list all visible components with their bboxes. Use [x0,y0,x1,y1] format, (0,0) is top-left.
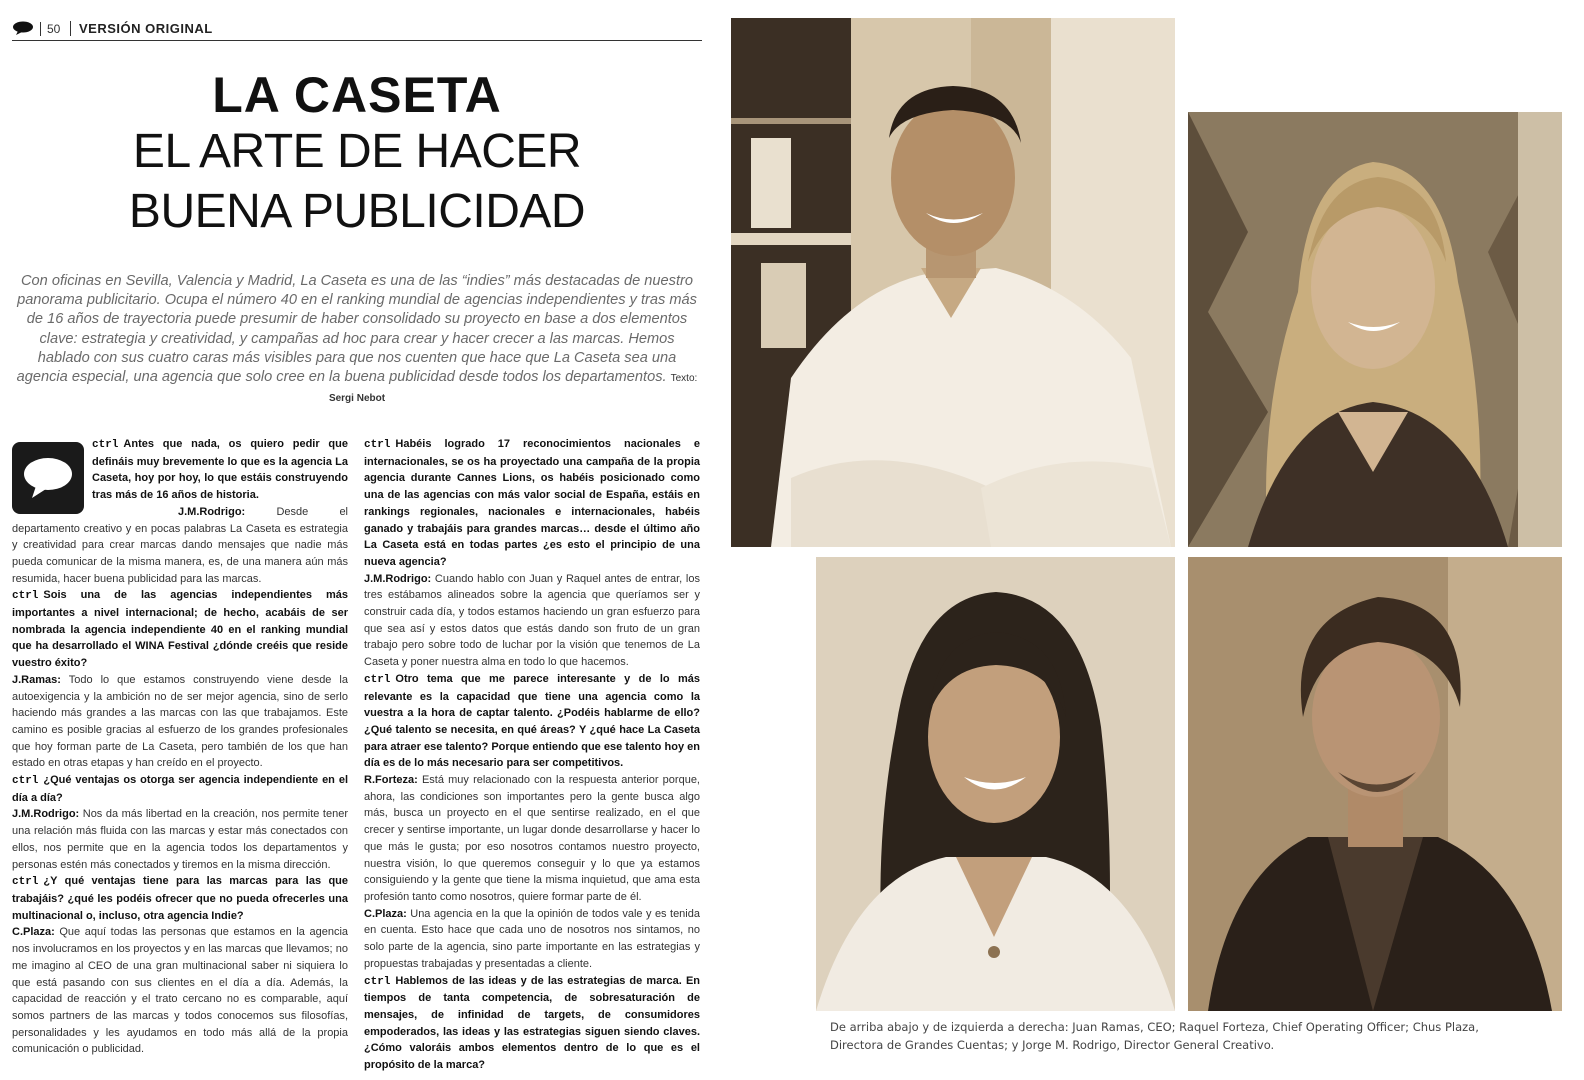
title-line-2: EL ARTE DE HACER [132,125,582,178]
ctrl-label: ctrl [364,439,391,451]
speech-bubble-icon [12,21,34,35]
title-line-1: LA CASETA [212,67,502,123]
question-8: ctrl Hablemos de las ideas y de las estrategias de marca. En tiempos de tanta competencia, de sobresaturación de mensajes, de infinidad de targets, de consumidores empoderados, las ideas y las estrategias siguen siendo claves. ¿Cómo valoráis ambos elementos dentro de lo que es el propósito de la marca? [364,974,700,1072]
article-title [12,68,702,242]
text-column-1 [12,436,348,1058]
credit-label: Texto: [670,373,698,385]
question-6: ctrl Otro tema que me parece interesante y de lo más relevante es la capacidad que tiene una agencia como la vuestra a la hora de captar talento. ¿Podéis hablarme de ello? ¿Qué talento se necesita, en qué áreas? Y ¿qué hace La Caseta para atraer ese talento? Porque entiendo que ese talento hoy en día es de lo más necesario para ser competitivos. [364,672,700,770]
portrait-photo-juan-ramas [731,18,1175,547]
answer-4: C.Plaza: Que aquí todas las personas que estamos en la agencia nos involucramos en los proyectos y en las marcas que llevamos; no me imagino al CEO de una gran multinacional saber ni siquiera lo que está pasando con sus clientes en el día a día. Además, la capacidad de reacción y el trato cercano no es comparable, aquí somos partners de las marcas y todos conocemos sus filosofías, personalidades y les ayudamos en todo más allá de la propia comunicación o publicidad. [12,926,348,1056]
ctrl-label: ctrl [364,975,391,988]
portrait-photo-chus-plaza [816,557,1175,1011]
ctrl-label: ctrl [12,590,39,603]
question-3: ctrl ¿Qué ventajas os otorga ser agencia independiente en el día a día? [12,774,348,804]
ctrl-label: ctrl [92,439,119,451]
answer-1: J.M.Rodrigo: Desde el departamento creativo y en pocas palabras La Caseta es estrategia y creatividad para crear marcas dando mensajes que nadie más pueda comunicar de la misma manera, es, de una manera aún más resumida, hacer buena publicidad para las marcas. [12,505,349,585]
article-intro [14,272,700,408]
answer-3: J.M.Rodrigo: Nos da más libertad en la creación, nos permite tener una relación más fluida con las marcas y estar más conectados con ellos, nos permite que en la agencia todos los departamentos y personas estén más conectados y tiremos en la misma dirección. [12,808,349,871]
portrait-photo-jorge-rodrigo [1188,557,1562,1011]
credit-name: Sergi Nebot [328,393,386,405]
question-2: ctrl Sois una de las agencias independientes más importantes a nivel internacional; de hecho, acabáis de ser nombrada la agencia independiente 40 en el ranking mundial que ha desarrollado el WINA Festival ¿dónde creéis que reside vuestro éxito? [12,589,348,670]
answer-5: J.M.Rodrigo: Cuando hablo con Juan y Raquel antes de entrar, los tres estábamos alineados sobre la agencia que queríamos ser y construir cada día, y todos estamos haciendo un gran esfuerzo para que sea así y estos datos que estás dando son fruto de un gran trabajo pero sobre todo de luchar por la visión que tenemos de La Caseta y poner nuestra alma en todo lo que hacemos. [364,572,700,669]
portrait-photo-raquel-forteza [1188,112,1562,547]
answer-7: C.Plaza: Una agencia en la que la opinión de todos vale y es tenida en cuenta. Esto hace que cada uno de nosotros nos sintamos, no solo parte de la agencia, sino parte importante en las estrategias y propuestas trabajadas y presentadas a cliente. [364,907,700,970]
ctrl-label: ctrl [364,673,391,686]
speech-bubble-icon [12,442,84,514]
answer-2: J.Ramas: Todo lo que estamos construyendo viene desde la autoexigencia y la ambición no de ser mejor agencia, sino de serlo haciendo más grandes a las marcas con las que trabajamos. Este camino es posible gracias al esfuerzo de los grandes profesionales que hoy forman parte de La Caseta, pero también de los que han estado en otras etapas y han creído en el proyecto. [12,673,348,770]
page-header [12,18,702,41]
question-5: ctrl Habéis logrado 17 reconocimientos nacionales e internacionales, se os ha proyectado una campaña de la propia agencia durante Cannes Lions, os habéis posicionado como una de las agencias con más valor social de España, estáis en rankings regionales, nacionales e internacionales, habéis ganado y trabajáis para grandes marcas… desde el último año La Caseta está en todas partes ¿es esto el principio de una nueva agencia? [364,438,700,568]
photo-caption: De arriba abajo y de izquierda a derecha: Juan Ramas, CEO; Raquel Forteza, Chief Operating Officer; Chus Plaza, Directora de Grandes Cuentas; y Jorge M. Rodrigo, Director General Creativo. [830,1020,1479,1052]
question-4: ctrl ¿Y qué ventajas tiene para las marcas para las que trabajáis? ¿qué les podéis ofrecer que no pueda ofrecerles una multinacional o, incluso, otra agencia Indie? [12,875,348,922]
title-line-3: BUENA PUBLICIDAD [128,185,586,238]
question-1: ctrl Antes que nada, os quiero pedir que defináis muy brevemente lo que es la agencia La Caseta, hoy por hoy, lo que estáis construyendo tras más de 16 años de historia. [92,438,348,502]
section-label: VERSIÓN ORIGINAL [70,21,213,36]
page-number: 50 [40,22,60,36]
text-column-2 [364,436,700,1074]
answer-6: R.Forteza: Está muy relacionado con la respuesta anterior porque, ahora, las condiciones son importantes pero la gente busca algo más, busca un proyecto en el que sentirse realizado, en el que crecer y sentirse importante, un lugar donde desarrollarse y hacer lo que más le gusta; por eso nosotros contamos nuestro proyecto, nuestra visión, lo que queremos conseguir y lo que ya estamos consiguiendo y la gente que tiene la misma inquietud, que ama esta profesión tanto como nosotros, quiere formar parte de él. [364,774,700,903]
intro-text: Con oficinas en Sevilla, Valencia y Madrid, La Caseta es una de las “indies” más destacadas de nuestro panorama publicitario. Ocupa el número 40 en el ranking mundial de agencias independientes y tras más de 16 años de trayectoria puede presumir de haber consolidado su proyecto en base a dos elementos clave: estrategia y creatividad, y campañas ad hoc para crear y hacer crecer a las marcas. Hemos hablado con sus cuatro caras más visibles para que nos cuenten que hace que La Caseta sea una agencia especial, una agencia que solo cree en la buena publicidad desde todos los departamentos. [16,273,697,386]
ctrl-label: ctrl [12,876,39,889]
ctrl-label: ctrl [12,775,39,788]
ctrl-logo-box [12,442,84,514]
